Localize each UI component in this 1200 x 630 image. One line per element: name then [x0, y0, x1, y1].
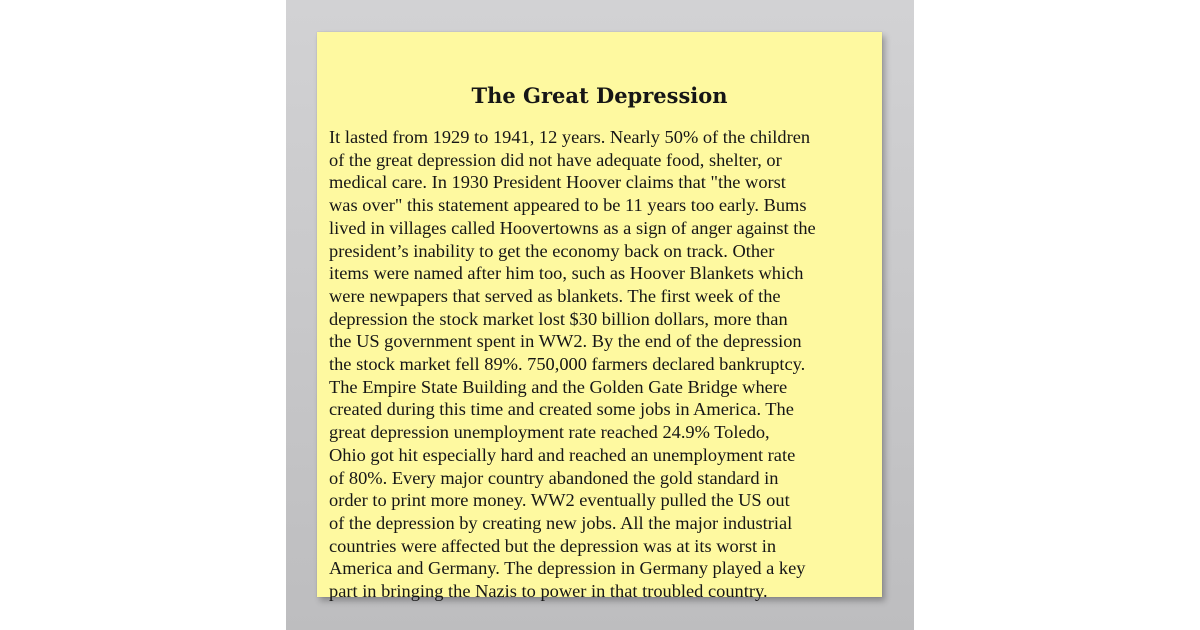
- body-line: of 80%. Every major country abandoned the gold standard in: [329, 467, 779, 488]
- poster: [317, 32, 882, 602]
- body-line: the stock market fell 89%. 750,000 farmers declared bankruptcy.: [329, 354, 806, 375]
- body-line: the US government spent in WW2. By the end of the depression: [329, 331, 802, 352]
- body-line: part in bringing the Nazis to power in that troubled country.: [329, 581, 768, 602]
- body-line: were newpapers that served as blankets. The first week of the: [329, 285, 781, 306]
- body-line: depression the stock market lost $30 billion dollars, more than: [329, 308, 788, 329]
- body-line: items were named after him too, such as Hoover Blankets which: [329, 263, 804, 284]
- body-line: countries were affected but the depression was at its worst in: [329, 535, 777, 556]
- body-line: great depression unemployment rate reached 24.9% Toledo,: [329, 422, 770, 443]
- body-line: of the depression by creating new jobs. All the major industrial: [329, 512, 793, 533]
- body-line: created during this time and created some jobs in America. The: [329, 399, 794, 420]
- body-line: president’s inability to get the economy back on track. Other: [329, 240, 775, 261]
- body-line: lived in villages called Hoovertowns as a sign of anger against the: [329, 217, 816, 238]
- body-line: was over" this statement appeared to be 11 years too early. Bums: [329, 195, 807, 216]
- body-line: The Empire State Building and the Golden Gate Bridge where: [329, 376, 788, 397]
- body-line: America and Germany. The depression in Germany played a key: [329, 558, 806, 579]
- body-line: Ohio got hit especially hard and reached an unemployment rate: [329, 444, 796, 465]
- poster-title: The Great Depression: [471, 83, 728, 108]
- body-line: of the great depression did not have adequate food, shelter, or: [329, 149, 782, 170]
- poster-body: [329, 126, 874, 603]
- body-line: It lasted from 1929 to 1941, 12 years. Nearly 50% of the children: [329, 127, 811, 147]
- body-line: medical care. In 1930 President Hoover claims that "the worst: [329, 172, 786, 193]
- body-line: order to print more money. WW2 eventually pulled the US out: [329, 490, 790, 511]
